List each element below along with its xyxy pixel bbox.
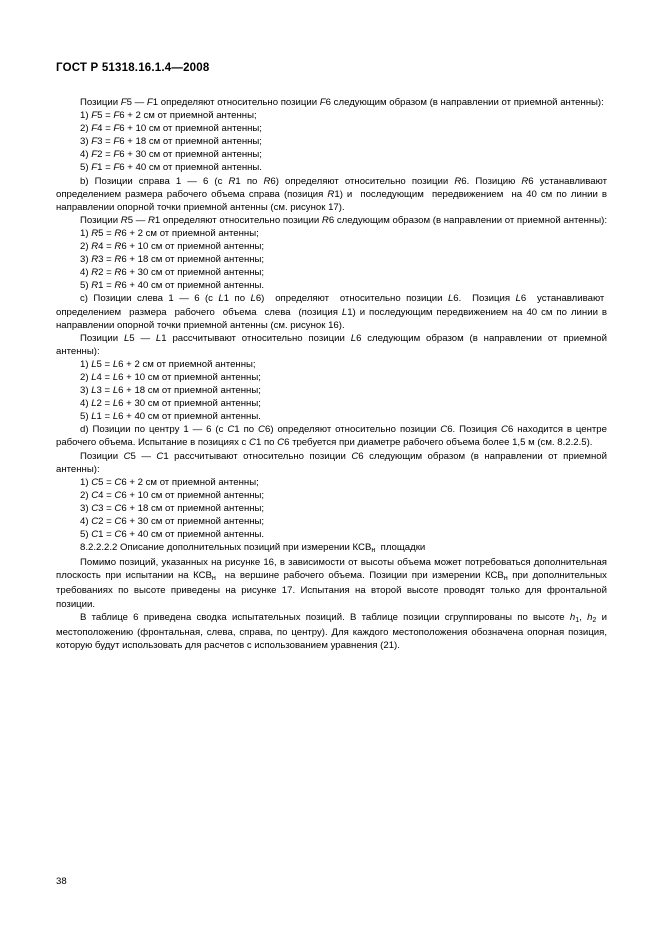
paragraph: d) Позиции по центру 1 — 6 (с C1 по C6) определяют относительно позиции C6. Позиция C6 находится в центре рабочего объема. Испытание в позициях с C1 по C6 требуется при диаметре рабочего объема более 1,5 м (см. 8.2.2.5). [56, 424, 607, 449]
page-number: 38 [56, 876, 67, 887]
list-item: 2) R4 = R6 + 10 см от приемной антенны; [80, 241, 265, 253]
list-item: 1) C5 = C6 + 2 см от приемной антенны; [80, 476, 259, 488]
list-item: 2) C4 = C6 + 10 см от приемной антенны; [80, 489, 265, 501]
list-item: 3) R3 = R6 + 18 см от приемной антенны; [80, 254, 265, 266]
document-body [56, 96, 607, 652]
list-item: 5) L1 = L6 + 40 см от приемной антенны. [80, 411, 261, 423]
list-item: 2) L4 = L6 + 10 см от приемной антенны; [80, 371, 261, 383]
paragraph: Помимо позиций, указанных на рисунке 16, в зависимости от высоты объема может потребоваться дополнительная плоскость при испытании на $КСВ_н$ на вершине рабочего объема. Позиции при измерении $КСВ_н$ при дополнительных требованиях по высоте приведены на рисунке 17. Испытания на второй высоте проводят только для фронтальной позиции. [56, 557, 607, 610]
paragraph: В таблице 6 приведена сводка испытательных позиций. В таблице позиции сгруппированы по высоте $h_1$, $h_2$ и местоположению (фронтальная, слева, справа, по центру). Для каждого местоположения обозначена опорная позиция, которую будут использовать для расчетов с использованием уравнения (21). [56, 611, 607, 651]
list-item: 1) F5 = F6 + 2 см от приемной антенны; [80, 110, 257, 122]
list-item: 4) F2 = F6 + 30 см от приемной антенны; [80, 149, 262, 161]
list-item: 1) L5 = L6 + 2 см от приемной антенны; [80, 358, 256, 370]
paragraph: b) Позиции справа 1 — 6 (с R1 по R6) определяют относительно позиции R6. Позицию R6 устанавливают определением размера рабочего объема справа (позиция R1) и последующим передвижением на 40 см по линии в направлении опорной точки приемной антенны (см. рисунок 17). [56, 175, 607, 213]
paragraph: Позиции C5 — C1 рассчитывают относительно позиции C6 следующим образом (в направлении от приемной антенны): [56, 450, 607, 475]
list-item: 2) F4 = F6 + 10 см от приемной антенны; [80, 123, 262, 135]
paragraph: Позиции L5 — L1 рассчитывают относительно позиции L6 следующим образом (в направлении от приемной антенны): [56, 332, 608, 357]
list-item: 5) R1 = R6 + 40 см от приемной антенны. [80, 280, 265, 292]
list-item: 4) L2 = L6 + 30 см от приемной антенны; [80, 398, 261, 410]
list-item: 3) C3 = C6 + 18 см от приемной антенны; [80, 502, 265, 514]
paragraph: Позиции F5 — F1 определяют относительно позиции F6 следующим образом (в направлении от приемной антенны): [80, 97, 604, 108]
list-item: 4) C2 = C6 + 30 см от приемной антенны; [80, 516, 265, 527]
list-item: 5) F1 = F6 + 40 см от приемной антенны. [80, 162, 262, 174]
list-item: 3) F3 = F6 + 18 см от приемной антенны; [80, 136, 262, 148]
paragraph: Позиции R5 — R1 определяют относительно позиции R6 следующим образом (в направлении от приемной антенны): [80, 214, 607, 226]
section-heading: 8.2.2.2.2 Описание дополнительных позиций при измерении $КСВ_н$ площадки [80, 542, 426, 555]
page-header: ГОСТ Р 51318.16.1.4—2008 [56, 62, 210, 74]
list-item: 4) R2 = R6 + 30 см от приемной антенны; [80, 267, 265, 279]
list-item: 5) C1 = C6 + 40 см от приемной антенны. [80, 529, 265, 541]
list-item: 3) L3 = L6 + 18 см от приемной антенны; [80, 385, 261, 397]
list-item: 1) R5 = R6 + 2 см от приемной антенны; [80, 227, 259, 239]
paragraph: c) Позиции слева 1 — 6 (с L1 по L6) определяют относительно позиции L6. Позиция L6 устанавливают определением размера рабочего объема слева (позиция L1) и последующим передвижением на 40 см по линии в направлении опорной точки приемной антенны (см. рисунок 16). [56, 293, 607, 331]
